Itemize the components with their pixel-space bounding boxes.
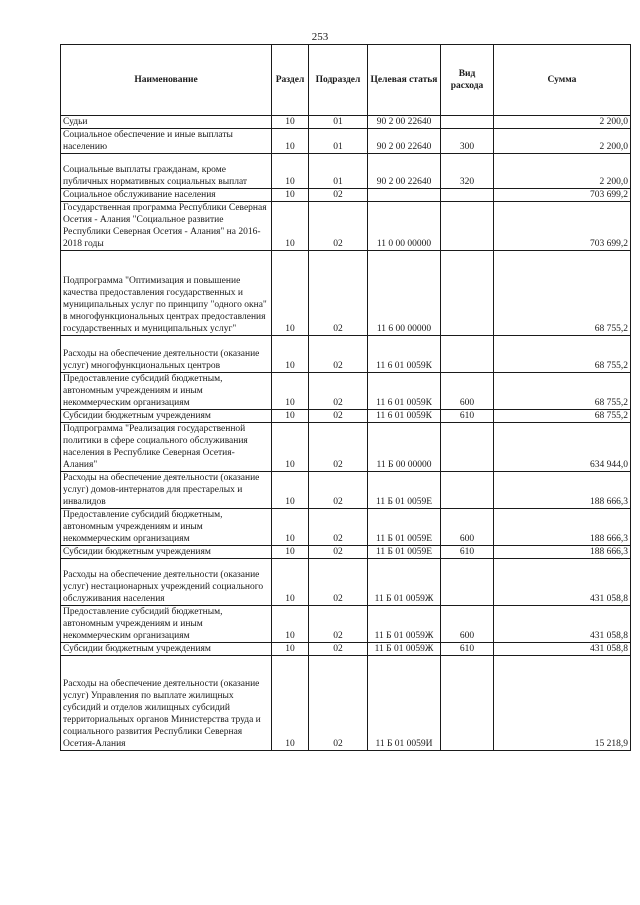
page-number: 253 (311, 31, 329, 43)
cell-amount: 703 699,2 (494, 189, 631, 202)
table-row (61, 154, 631, 189)
table-row (61, 336, 631, 373)
cell-name: Расходы на обеспечение деятельности (оказание услуг) Управления по выплате жилищных субсидий и отделов жилищных субсидий территориальных органов Министерства труда и социального развития Республики Северная Осетия-Алания (61, 656, 272, 751)
cell-target: 11 Б 01 0059Е (368, 472, 441, 509)
table-row (61, 373, 631, 410)
cell-name: Социальные выплаты гражданам, кроме публичных нормативных социальных выплат (61, 154, 272, 189)
cell-subsection: 01 (309, 129, 368, 154)
column-header-expense-type: Вид расхода (441, 45, 494, 116)
cell-expense-type: 610 (441, 410, 494, 423)
cell-target: 11 Б 01 0059Е (368, 546, 441, 559)
cell-expense-type: 600 (441, 373, 494, 410)
cell-section: 10 (272, 251, 309, 336)
cell-section: 10 (272, 559, 309, 606)
cell-amount: 2 200,0 (494, 116, 631, 129)
table-row (61, 472, 631, 509)
cell-target: 11 Б 01 0059Е (368, 509, 441, 546)
cell-section: 10 (272, 410, 309, 423)
cell-name: Подпрограмма "Реализация государственной политики в сфере социального обслуживания населения в Республике Северная Осетия-Алания" (61, 423, 272, 472)
cell-expense-type (441, 472, 494, 509)
cell-subsection: 02 (309, 643, 368, 656)
cell-target (368, 189, 441, 202)
cell-section: 10 (272, 423, 309, 472)
cell-amount: 634 944,0 (494, 423, 631, 472)
cell-name: Судьи (61, 116, 272, 129)
cell-section: 10 (272, 154, 309, 189)
cell-section: 10 (272, 373, 309, 410)
cell-target: 90 2 00 22640 (368, 116, 441, 129)
column-header-subsection: Подраздел (309, 45, 368, 116)
cell-subsection: 02 (309, 559, 368, 606)
cell-subsection: 02 (309, 546, 368, 559)
table-row (61, 251, 631, 336)
column-header-section: Раздел (272, 45, 309, 116)
cell-target: 11 0 00 00000 (368, 202, 441, 251)
cell-amount: 431 058,8 (494, 606, 631, 643)
cell-subsection: 02 (309, 509, 368, 546)
cell-target: 11 6 01 0059К (368, 336, 441, 373)
cell-name: Подпрограмма "Оптимизация и повышение качества предоставления государственных и муниципальных услуг по принципу "одного окна" в многофункциональных центрах предоставления государственных и муниципальных услуг" (61, 251, 272, 336)
cell-subsection: 02 (309, 472, 368, 509)
cell-amount: 431 058,8 (494, 643, 631, 656)
cell-section: 10 (272, 116, 309, 129)
cell-expense-type: 600 (441, 606, 494, 643)
table-row (61, 116, 631, 129)
table-row (61, 189, 631, 202)
cell-subsection: 02 (309, 202, 368, 251)
cell-section: 10 (272, 189, 309, 202)
table-row (61, 410, 631, 423)
table-row (61, 606, 631, 643)
cell-subsection: 02 (309, 606, 368, 643)
cell-expense-type: 610 (441, 546, 494, 559)
table-row (61, 509, 631, 546)
table-row (61, 129, 631, 154)
cell-section: 10 (272, 509, 309, 546)
cell-name: Предоставление субсидий бюджетным, автономным учреждениям и иным некоммерческим организациям (61, 373, 272, 410)
cell-amount: 188 666,3 (494, 509, 631, 546)
cell-expense-type: 610 (441, 643, 494, 656)
cell-name: Социальное обеспечение и иные выплаты населению (61, 129, 272, 154)
cell-expense-type: 600 (441, 509, 494, 546)
cell-name: Расходы на обеспечение деятельности (оказание услуг) нестационарных учреждений социального обслуживания населения (61, 559, 272, 606)
cell-subsection: 02 (309, 410, 368, 423)
cell-name: Предоставление субсидий бюджетным, автономным учреждениям и иным некоммерческим организациям (61, 606, 272, 643)
cell-subsection: 02 (309, 423, 368, 472)
cell-section: 10 (272, 546, 309, 559)
cell-amount: 15 218,9 (494, 656, 631, 751)
cell-subsection: 01 (309, 116, 368, 129)
cell-expense-type: 300 (441, 129, 494, 154)
cell-subsection: 01 (309, 154, 368, 189)
cell-target: 11 6 00 00000 (368, 251, 441, 336)
cell-amount: 68 755,2 (494, 410, 631, 423)
budget-table (60, 44, 631, 751)
cell-section: 10 (272, 643, 309, 656)
cell-name: Расходы на обеспечение деятельности (оказание услуг) многофункциональных центров (61, 336, 272, 373)
cell-subsection: 02 (309, 189, 368, 202)
header-row (61, 45, 631, 116)
cell-subsection: 02 (309, 373, 368, 410)
cell-expense-type (441, 559, 494, 606)
column-header-name: Наименование (61, 45, 272, 116)
cell-amount: 68 755,2 (494, 336, 631, 373)
cell-amount: 68 755,2 (494, 251, 631, 336)
cell-amount: 703 699,2 (494, 202, 631, 251)
cell-expense-type (441, 189, 494, 202)
cell-expense-type (441, 116, 494, 129)
cell-section: 10 (272, 606, 309, 643)
cell-amount: 188 666,3 (494, 546, 631, 559)
cell-expense-type (441, 423, 494, 472)
cell-name: Социальное обслуживание населения (61, 189, 272, 202)
cell-target: 90 2 00 22640 (368, 154, 441, 189)
cell-section: 10 (272, 336, 309, 373)
cell-expense-type (441, 336, 494, 373)
column-header-amount: Сумма (494, 45, 631, 116)
table-row (61, 643, 631, 656)
cell-target: 11 6 01 0059К (368, 410, 441, 423)
cell-amount: 2 200,0 (494, 129, 631, 154)
cell-target: 11 Б 01 0059И (368, 656, 441, 751)
cell-name: Расходы на обеспечение деятельности (оказание услуг) домов-интернатов для престарелых и инвалидов (61, 472, 272, 509)
cell-subsection: 02 (309, 336, 368, 373)
cell-section: 10 (272, 656, 309, 751)
cell-amount: 431 058,8 (494, 559, 631, 606)
cell-section: 10 (272, 472, 309, 509)
cell-subsection: 02 (309, 656, 368, 751)
cell-expense-type (441, 202, 494, 251)
table-row (61, 202, 631, 251)
table-row (61, 423, 631, 472)
cell-target: 11 Б 01 0059Ж (368, 606, 441, 643)
cell-target: 11 Б 01 0059Ж (368, 643, 441, 656)
cell-name: Субсидии бюджетным учреждениям (61, 546, 272, 559)
cell-expense-type: 320 (441, 154, 494, 189)
table-row (61, 559, 631, 606)
cell-name: Государственная программа Республики Северная Осетия - Алания "Социальное развитие Республики Северная Осетия - Алания" на 2016-2018 годы (61, 202, 272, 251)
cell-section: 10 (272, 202, 309, 251)
cell-name: Субсидии бюджетным учреждениям (61, 410, 272, 423)
table-row (61, 656, 631, 751)
cell-section: 10 (272, 129, 309, 154)
cell-target: 11 Б 00 00000 (368, 423, 441, 472)
column-header-target: Целевая статья (368, 45, 441, 116)
table-row (61, 546, 631, 559)
cell-name: Предоставление субсидий бюджетным, автономным учреждениям и иным некоммерческим организациям (61, 509, 272, 546)
cell-name: Субсидии бюджетным учреждениям (61, 643, 272, 656)
cell-target: 90 2 00 22640 (368, 129, 441, 154)
cell-amount: 68 755,2 (494, 373, 631, 410)
cell-target: 11 6 01 0059К (368, 373, 441, 410)
cell-amount: 2 200,0 (494, 154, 631, 189)
cell-expense-type (441, 251, 494, 336)
cell-subsection: 02 (309, 251, 368, 336)
cell-target: 11 Б 01 0059Ж (368, 559, 441, 606)
cell-expense-type (441, 656, 494, 751)
cell-amount: 188 666,3 (494, 472, 631, 509)
